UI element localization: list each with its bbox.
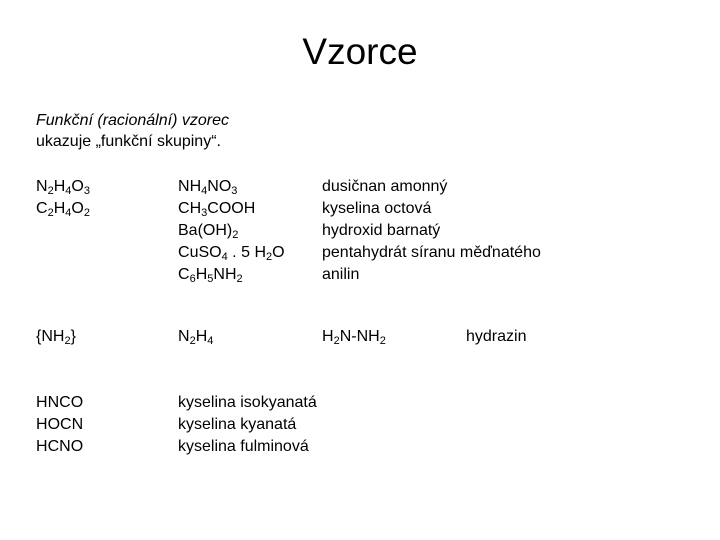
compound-name: pentahydrát síranu měďnatého [322, 244, 541, 261]
compound-name: kyselina fulminová [178, 438, 309, 455]
formula-line: $Ba(OH)_2$ [178, 222, 239, 241]
formula-line: $N_2H_4$ [178, 328, 214, 347]
row1-compound-names [322, 176, 541, 286]
row1-summary-formulas [36, 176, 90, 220]
row3-compound-names [178, 392, 317, 458]
row2-compound-name [466, 326, 526, 348]
formula-line: HCNO [36, 438, 84, 455]
intro-text [36, 110, 229, 152]
formula-line: HNCO [36, 394, 84, 411]
formula-line: $NH_4NO_3$ [178, 178, 238, 197]
compound-name: anilin [322, 266, 360, 283]
compound-name: kyselina octová [322, 200, 432, 217]
formula-line: HOCN [36, 416, 84, 433]
formula-line: $CH_3COOH$ [178, 200, 256, 219]
row1-rational-formulas [178, 176, 285, 286]
row2-group-formula [36, 326, 76, 348]
compound-name: kyselina kyanatá [178, 416, 297, 433]
formula-line: $H_2N-NH_2$ [322, 328, 386, 347]
compound-name: kyselina isokyanatá [178, 394, 317, 411]
formula-line: $N_2H_4O_3$ [36, 178, 90, 197]
row3-formulas [36, 392, 83, 458]
compound-name: hydrazin [466, 328, 527, 345]
formula-line: $C_2H_4O_2$ [36, 200, 90, 219]
intro-line-1: Funkční (racionální) vzorec [36, 112, 229, 129]
formula-line: CuSO$_4$ . 5 $H_2O$ [178, 244, 285, 263]
compound-name: hydroxid barnatý [322, 222, 441, 239]
row2-summary-formula [178, 326, 213, 348]
intro-line-2: ukazuje „funkční skupiny“. [36, 133, 221, 150]
row2-rational-formula [322, 326, 386, 348]
compound-name: dusičnan amonný [322, 178, 448, 195]
page-title: Vzorce [302, 31, 418, 72]
formula-line: $\{NH_2\}$ [36, 328, 76, 347]
formula-line: $C_6H_5NH_2$ [178, 266, 243, 285]
